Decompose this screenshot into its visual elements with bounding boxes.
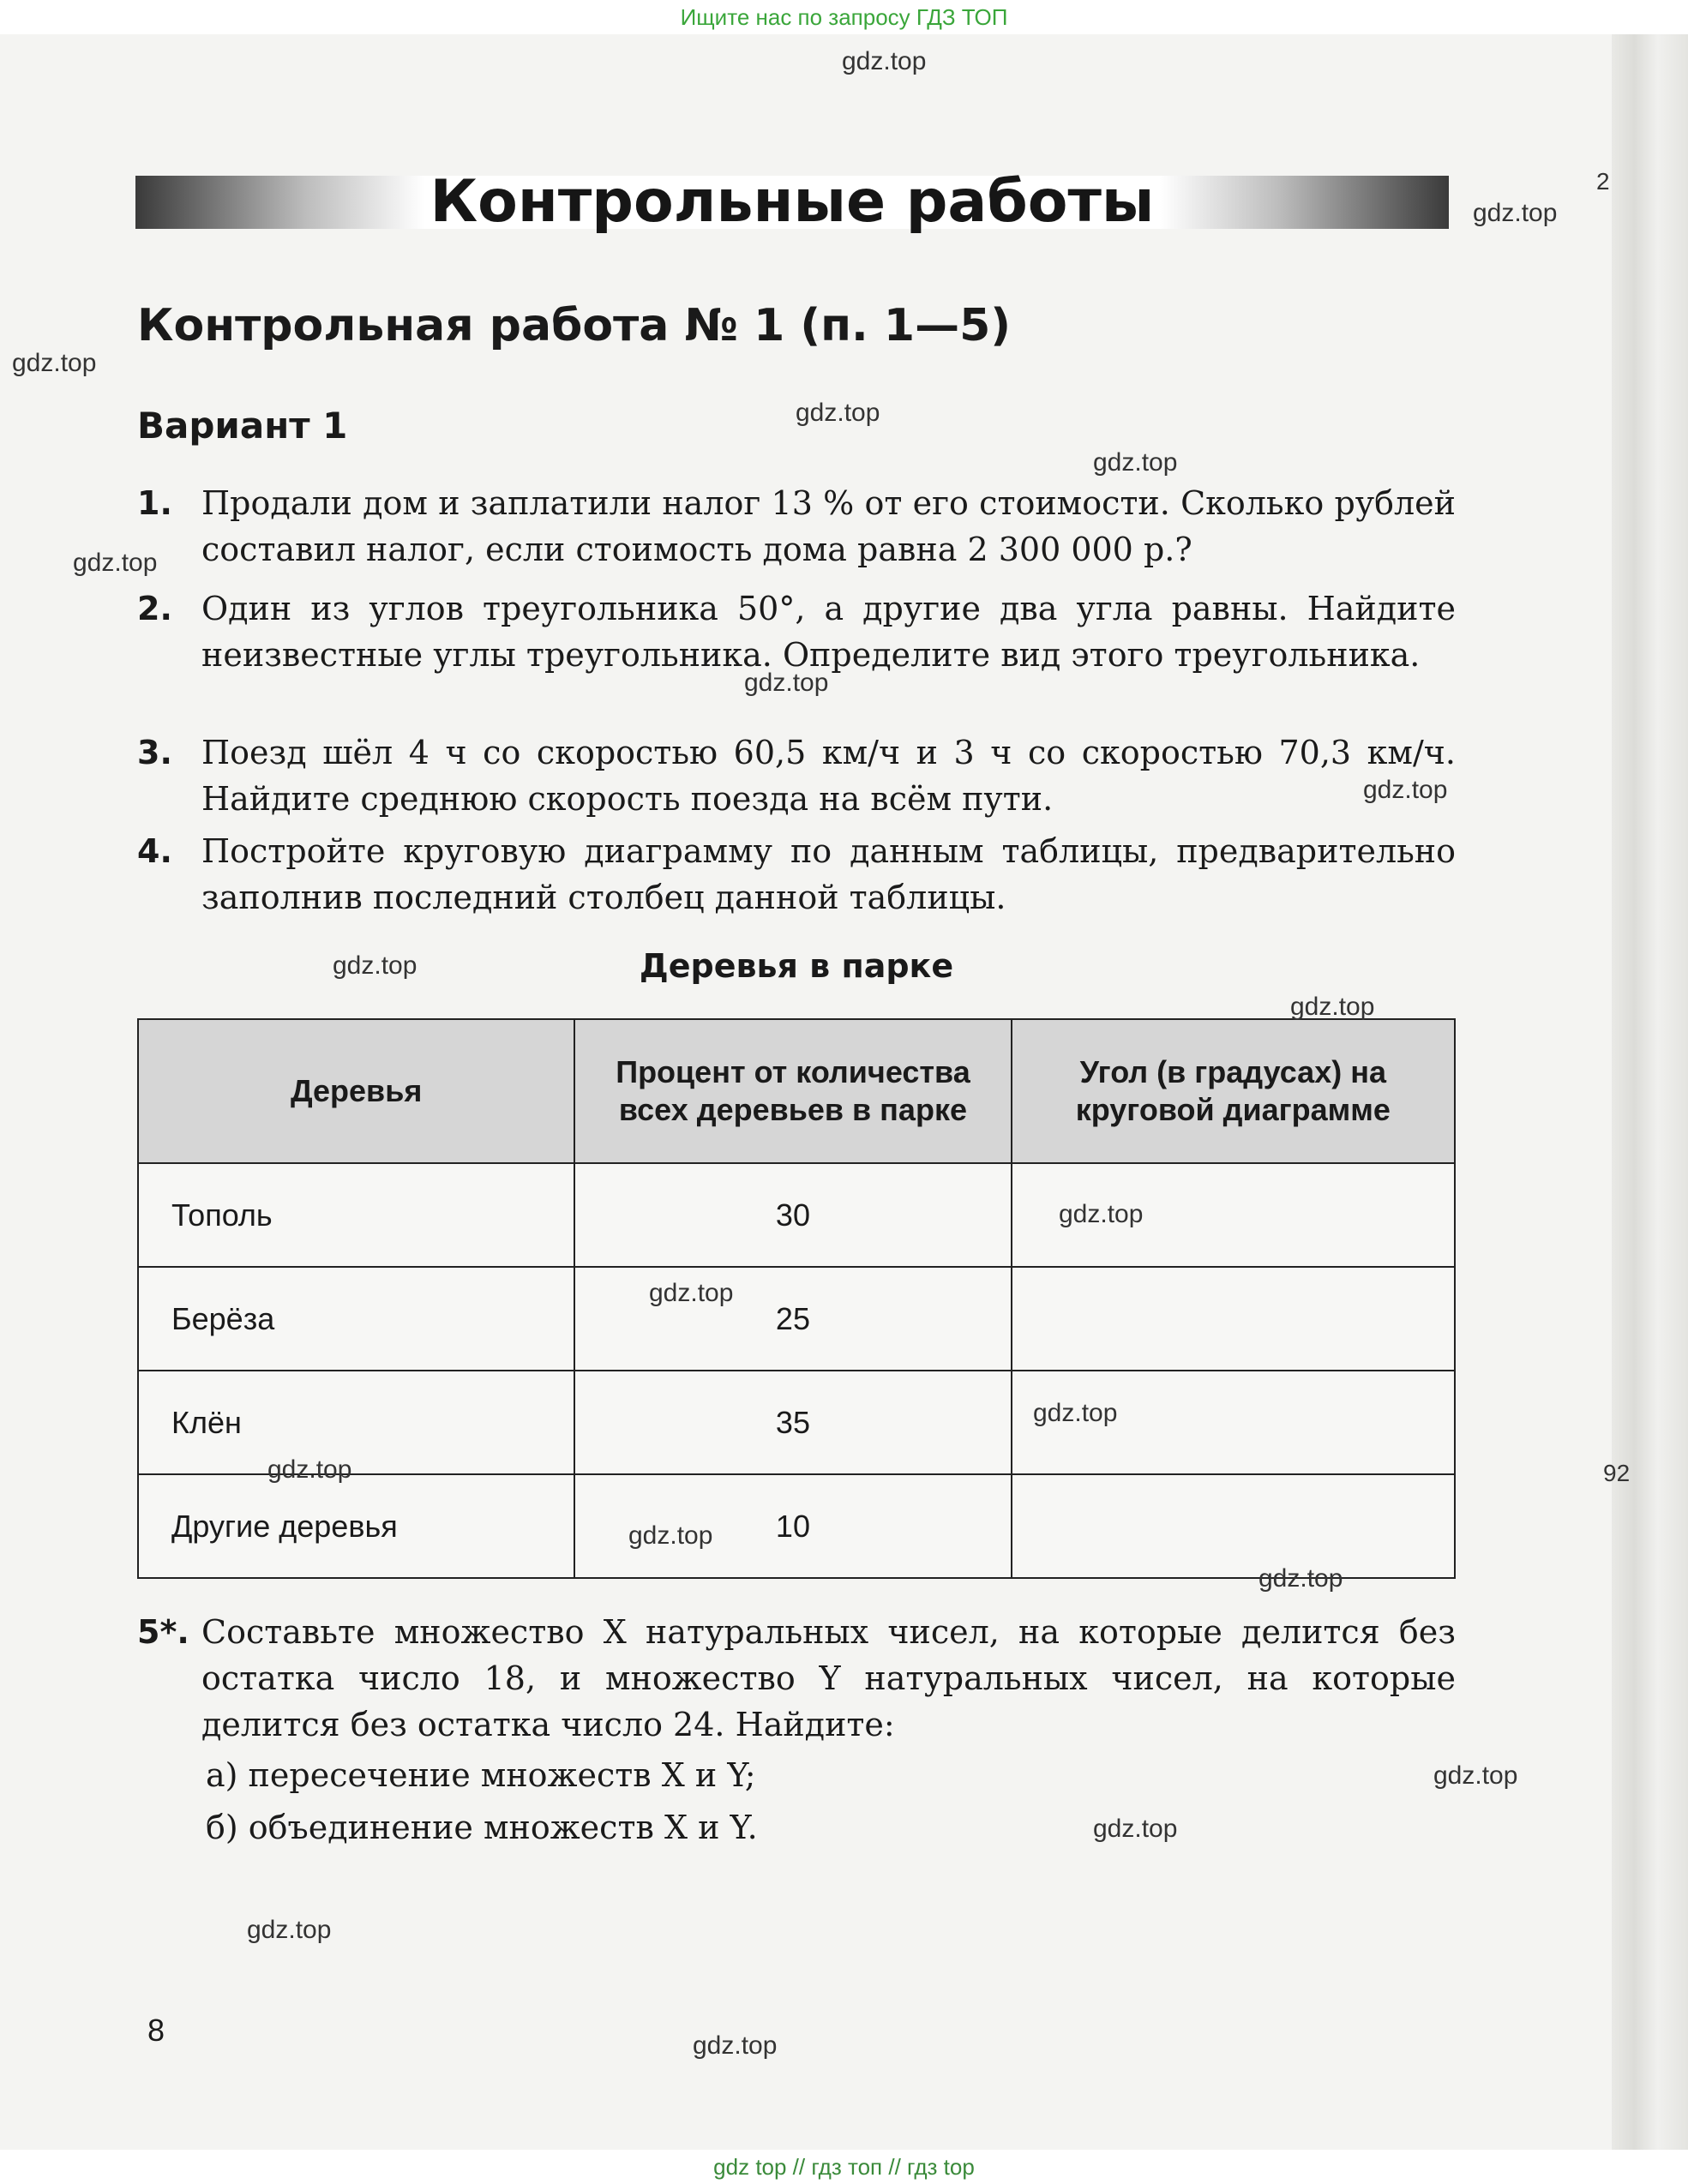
task-text: Один из углов треугольника 50°, а другие два угла равны. Найдите неизвестные углы треугольника. Определите вид этого треугольника.	[201, 590, 1456, 674]
watermark: gdz.top	[796, 399, 880, 427]
task-number: 4.	[137, 832, 172, 870]
watermark: gdz.top	[744, 669, 829, 697]
watermark: gdz.top	[1093, 448, 1178, 477]
table-row	[138, 1163, 1455, 1267]
task-3	[137, 729, 1456, 822]
column-header: Угол (в градусах) на круговой диаграмме	[1012, 1019, 1455, 1163]
table-row	[138, 1474, 1455, 1578]
watermark: gdz.top	[1258, 1564, 1343, 1593]
tree-name: Берёза	[138, 1267, 574, 1371]
tree-percent: 35	[574, 1371, 1011, 1474]
task-number: 2.	[137, 590, 172, 627]
watermark: gdz.top	[1473, 199, 1558, 227]
tree-percent: 30	[574, 1163, 1011, 1267]
watermark: gdz.top	[1290, 993, 1375, 1021]
task-text: Поезд шёл 4 ч со скоростью 60,5 км/ч и 3 ч со скоростью 70,3 км/ч. Найдите среднюю скорость поезда на всём пути.	[201, 734, 1456, 818]
table-caption: Деревья в парке	[639, 947, 954, 985]
watermark: gdz.top	[842, 47, 927, 75]
bottom-banner[interactable]: gdz top // гдз топ // гдз top	[0, 2150, 1688, 2184]
watermark: gdz.top	[12, 349, 97, 377]
watermark: gdz.top	[693, 2031, 778, 2060]
watermark: gdz.top	[1433, 1761, 1518, 1790]
task-text: Составьте множество X натуральных чисел, на которые делится без остатка число 18, и множество Y натуральных чисел, на которые делится без остатка число 24. Найдите:	[201, 1613, 1456, 1743]
watermark: gdz.top	[649, 1279, 734, 1307]
task-text: Постройте круговую диаграмму по данным таблицы, предварительно заполнив последний столбец данной таблицы.	[201, 832, 1456, 916]
task-text: Продали дом и заплатили налог 13 % от его стоимости. Сколько рублей составил налог, если стоимость дома равна 2 300 000 р.?	[201, 484, 1456, 568]
watermark: gdz.top	[1093, 1815, 1178, 1843]
table-header-row	[138, 1019, 1455, 1163]
watermark: gdz.top	[628, 1521, 713, 1550]
subtask-b: б) объединение множеств X и Y.	[206, 1809, 758, 1846]
subtask-a: а) пересечение множеств X и Y;	[206, 1756, 756, 1794]
watermark: gdz.top	[267, 1455, 352, 1484]
watermark: gdz.top	[1059, 1200, 1144, 1228]
page-number: 8	[147, 2013, 165, 2048]
tree-name: Тополь	[138, 1163, 574, 1267]
task-2	[137, 585, 1456, 678]
column-header: Деревья	[138, 1019, 574, 1163]
edge-mark: 92	[1603, 1460, 1631, 1486]
watermark: gdz.top	[333, 951, 417, 980]
watermark: gdz.top	[1363, 776, 1448, 804]
edge-mark: 2	[1596, 168, 1610, 195]
column-header: Процент от количества всех деревьев в парке	[574, 1019, 1011, 1163]
watermark: gdz.top	[1033, 1399, 1118, 1427]
variant-title: Вариант 1	[137, 405, 348, 447]
tree-angle	[1012, 1267, 1455, 1371]
task-number: 1.	[137, 484, 172, 522]
tree-percent: 10	[574, 1474, 1011, 1578]
watermark: gdz.top	[73, 549, 158, 577]
task-5	[137, 1609, 1456, 1748]
task-number: 3.	[137, 734, 172, 771]
task-1	[137, 480, 1456, 573]
tree-name: Клён	[138, 1371, 574, 1474]
tree-angle	[1012, 1474, 1455, 1578]
task-number: 5*.	[137, 1613, 189, 1651]
trees-table	[137, 1018, 1456, 1579]
tree-name: Другие деревья	[138, 1474, 574, 1578]
tree-percent: 25	[574, 1267, 1011, 1371]
watermark: gdz.top	[247, 1916, 332, 1944]
scan-page-edge	[1612, 34, 1688, 2151]
work-title: Контрольная работа № 1 (п. 1—5)	[137, 300, 1012, 351]
table-row	[138, 1267, 1455, 1371]
page-title: Контрольные работы	[430, 168, 1155, 236]
top-banner[interactable]: Ищите нас по запросу ГДЗ ТОП	[0, 0, 1688, 34]
task-4	[137, 828, 1456, 921]
